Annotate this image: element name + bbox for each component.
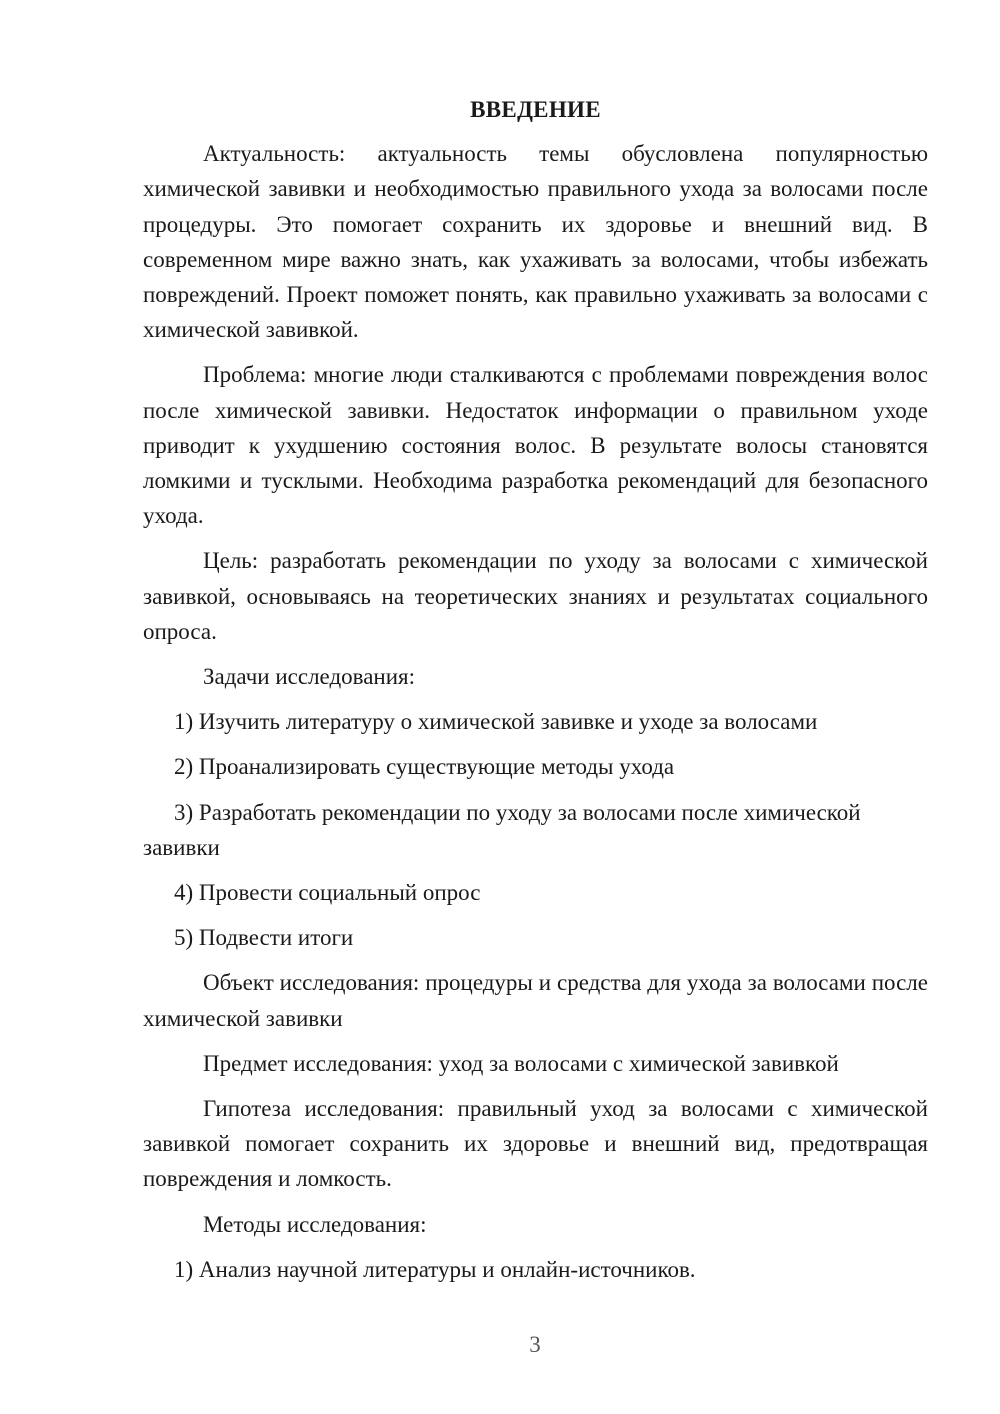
document-page — [143, 92, 928, 1297]
hypothesis-paragraph: Гипотеза исследования: правильный уход за волосами с химической завивкой помогает сохранить их здоровье и внешний вид, предотвращая повреждения и ломкость. — [143, 1096, 928, 1192]
tasks-heading: Задачи исследования: — [203, 664, 416, 690]
task-item: 2) Проанализировать существующие методы ухода — [174, 754, 675, 780]
relevance-paragraph: Актуальность: актуальность темы обусловлена популярностью химической завивки и необходимостью правильного ухода за волосами после процедуры. Это помогает сохранить их здоровье и внешний вид. В современном мире важно знать, как ухаживать за волосами, чтобы избежать повреждений. Проект поможет понять, как правильно ухаживать за волосами с химической завивкой. — [143, 141, 928, 343]
task-item: 4) Провести социальный опрос — [174, 880, 481, 906]
task-item: 3) Разработать рекомендации по уходу за волосами после химической завивки — [143, 799, 861, 860]
problem-paragraph: Проблема: многие люди сталкиваются с проблемами повреждения волос после химической завивки. Недостаток информации о правильном уходе приводит к ухудшению состояния волос. В результате волосы становятся ломкими и тусклыми. Необходима разработка рекомендаций для безопасного ухода. — [143, 362, 928, 529]
object-paragraph: Объект исследования: процедуры и средства для ухода за волосами после химической завивки — [143, 970, 928, 1031]
goal-paragraph: Цель: разработать рекомендации по уходу за волосами с химической завивкой, основываясь на теоретических знаниях и результатах социального опроса. — [143, 548, 928, 644]
task-item: 5) Подвести итоги — [174, 925, 354, 951]
methods-heading: Методы исследования: — [203, 1211, 427, 1237]
task-item: 1) Изучить литературу о химической завивке и уходе за волосами — [174, 709, 818, 735]
page-number: 3 — [529, 1332, 541, 1357]
method-item: 1) Анализ научной литературы и онлайн-источников. — [174, 1256, 696, 1282]
subject-paragraph: Предмет исследования: уход за волосами с химической завивкой — [203, 1050, 839, 1076]
section-title: ВВЕДЕНИЕ — [470, 97, 601, 122]
